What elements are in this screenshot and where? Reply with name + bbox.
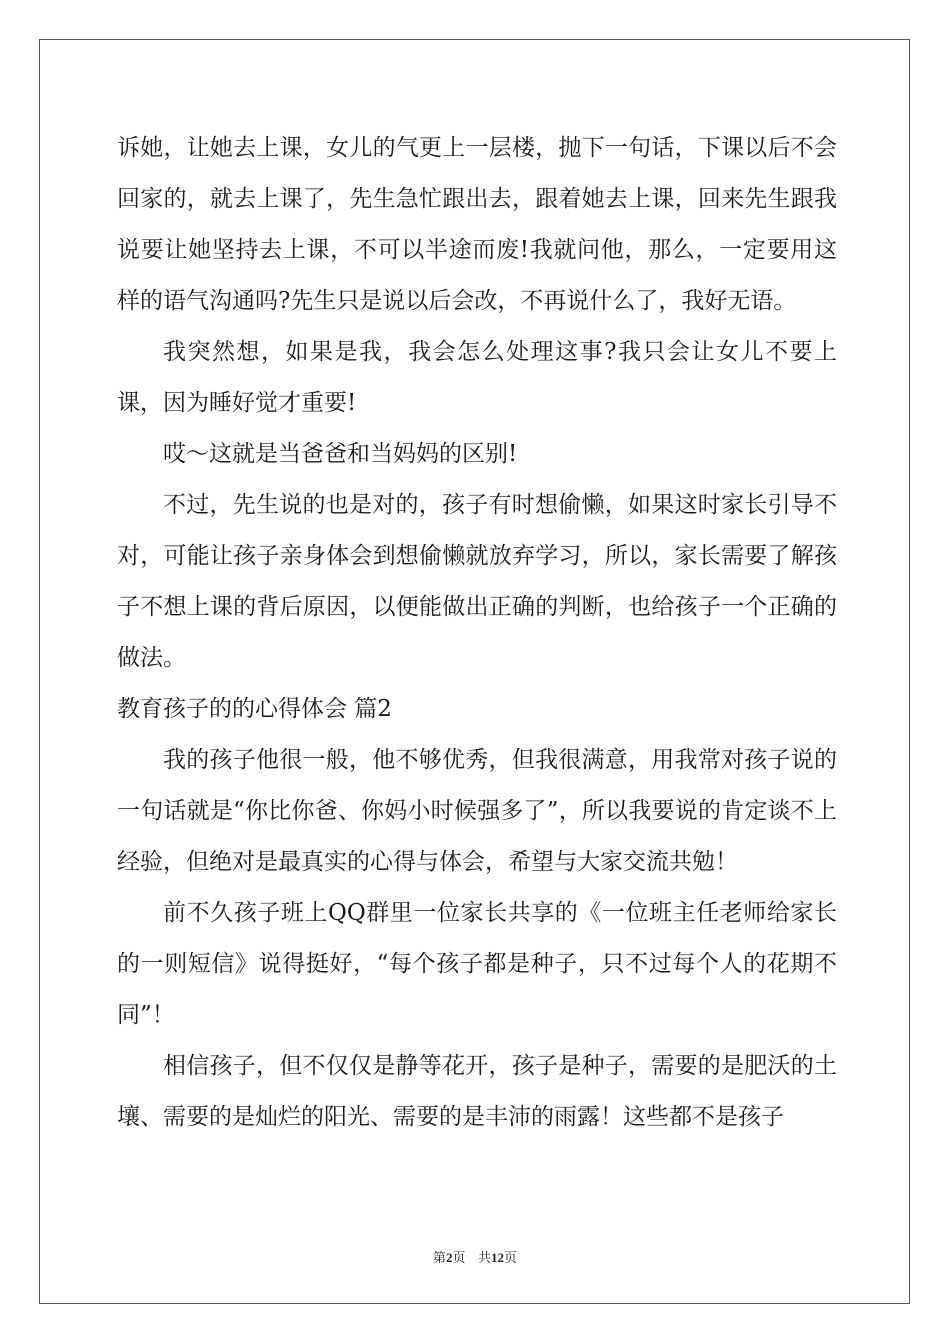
- page-total: 12: [490, 1250, 504, 1265]
- paragraph: 我的孩子他很一般，他不够优秀，但我很满意，用我常对孩子说的一句话就是“你比你爸、你妈小时候强多了”，所以我要说的肯定谈不上经验，但绝对是最真实的心得与体会，希望与大家交流共勉！: [117, 747, 837, 875]
- paragraph: 前不久孩子班上QQ群里一位家长共享的《一位班主任老师给家长的一则短信》说得挺好，“每个孩子都是种子，只不过每个人的花期不同”！: [117, 900, 837, 1028]
- page-footer: [0, 1247, 950, 1266]
- total-prefix: 共: [477, 1251, 491, 1266]
- page-prefix: 第: [433, 1251, 447, 1266]
- page-unit: 页: [452, 1251, 466, 1266]
- total-unit: 页: [503, 1251, 517, 1266]
- paragraph: 哎～这就是当爸爸和当妈妈的区别!: [163, 441, 518, 467]
- paragraph: 我突然想，如果是我，我会怎么处理这事?我只会让女儿不要上课，因为睡好觉才重要!: [117, 339, 837, 416]
- document-body: [117, 123, 837, 1143]
- section-heading: 教育孩子的的心得体会 篇2: [117, 696, 392, 722]
- paragraph-continuation: 诉她，让她去上课，女儿的气更上一层楼，抛下一句话，下课以后不会回家的，就去上课了，先生急忙跟出去，跟着她去上课，回来先生跟我说要让她坚持去上课，不可以半途而废!我就问他，那么，一定要用这样的语气沟通吗?先生只是说以后会改，不再说什么了，我好无语。: [117, 135, 837, 314]
- page-current: 2: [446, 1250, 453, 1265]
- paragraph: 不过，先生说的也是对的，孩子有时想偷懒，如果这时家长引导不对，可能让孩子亲身体会到想偷懒就放弃学习，所以，家长需要了解孩子不想上课的背后原因，以便能做出正确的判断，也给孩子一个正确的做法。: [117, 492, 837, 671]
- paragraph: 相信孩子，但不仅仅是静等花开，孩子是种子，需要的是肥沃的土壤、需要的是灿烂的阳光、需要的是丰沛的雨露！这些都不是孩子: [117, 1053, 837, 1130]
